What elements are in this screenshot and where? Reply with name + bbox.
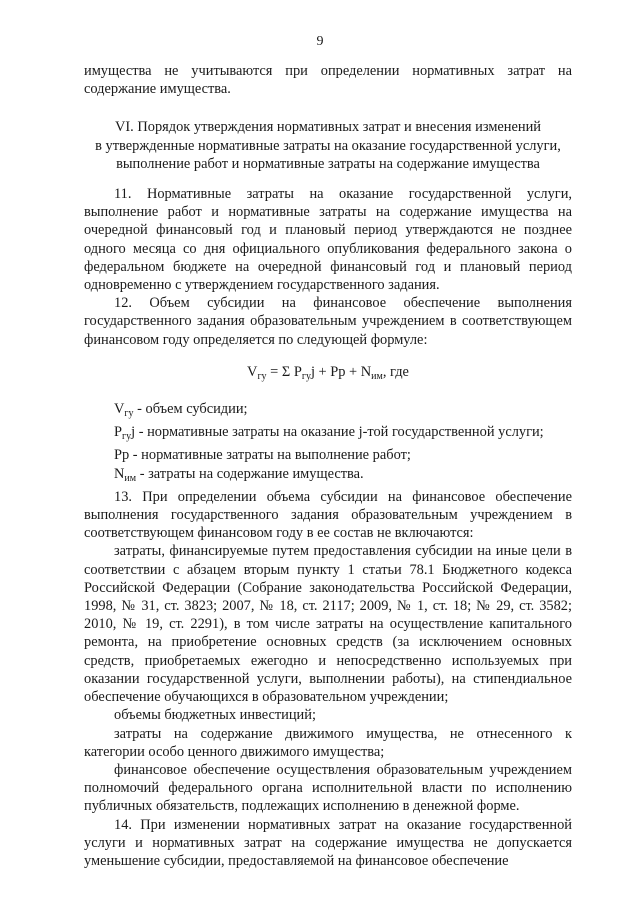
- definition-n-symbol: N: [114, 465, 125, 482]
- formula-sum-p: = Σ P: [266, 363, 302, 380]
- definition-p-symbol: P: [114, 424, 123, 441]
- paragraph-13: 13. При определении объема субсидии на финансовое обеспечение выполнения государственного задания образовательным учреждением в соответствующем финансовом году в ее состав не включаются:: [84, 488, 572, 542]
- page-number: 9: [316, 34, 324, 49]
- formula-n-subscript: им: [371, 370, 383, 382]
- definition-v-symbol: V: [114, 401, 125, 418]
- formula-rest: j + Рр + N: [310, 363, 372, 380]
- section-heading-line-2: в утвержденные нормативные затраты на оказание государственной услуги,: [95, 137, 561, 154]
- section-heading: [84, 118, 572, 173]
- paragraph-13-item-1: затраты, финансируемые путем предоставления субсидии на иные цели в соответствии с абзацем вторым пункту 1 статьи 78.1 Бюджетного кодекса Российской Федерации (Собрание законодательства Российской Федерации, 1998, № 31, ст. 3823; 2007, № 18, ст. 2117; 2009, № 1, ст. 18; № 29, ст. 3582; 2010, № 19, ст. 2291), в том числе затраты на осуществление капитального ремонта, на приобретение основных средств (за исключением основных средств, приобретаемых ежегодно и непосредственно используемых при оказании государственной услуги, выполнении работы), на стипендиальное обеспечение обучающихся в образовательном учреждении;: [84, 543, 572, 706]
- definition-v-subscript: гу: [124, 408, 134, 420]
- paragraph-11: 11. Нормативные затраты на оказание государственной услуги, выполнение работ и нормативные затраты на содержание имущества на очередной финансовый год и плановый период утверждаются не позднее одного месяца со дня официального опубликования федерального закона о федеральном бюджете на очередной финансовый год и плановый период одновременно с утверждением государственного задания.: [84, 186, 572, 294]
- definition-p-text: j - нормативные затраты на оказание j-той государственной услуги;: [131, 424, 544, 441]
- document-body: [84, 62, 572, 870]
- paragraph-14: 14. При изменении нормативных затрат на оказание государственной услуги и нормативных затрат на содержание имущества не допускается уменьшение субсидии, предоставляемой на финансовое обеспечение: [84, 816, 572, 869]
- definition-n-text: - затраты на содержание имущества.: [136, 465, 364, 482]
- definition-p: [84, 423, 572, 446]
- definition-v-text: - объем субсидии;: [133, 401, 248, 418]
- formula-v-subscript: гу: [257, 370, 267, 382]
- formula-v: V: [247, 363, 258, 380]
- definition-n-subscript: им: [124, 472, 137, 484]
- definition-n: [84, 465, 572, 488]
- paragraph-13-item-3: затраты на содержание движимого имущества, не отнесенного к категории особо ценного движимого имущества;: [84, 725, 572, 760]
- subsidy-formula: [84, 363, 572, 386]
- formula-p-subscript: гу: [301, 370, 311, 382]
- paragraph-13-item-2: объемы бюджетных инвестиций;: [114, 707, 316, 724]
- paragraph-12: 12. Объем субсидии на финансовое обеспечение выполнения государственного задания образовательным учреждением в соответствующем финансовом году определяется по следующей формуле:: [84, 295, 572, 348]
- paragraph-continuation: имущества не учитываются при определении нормативных затрат на содержание имущества.: [84, 63, 572, 98]
- paragraph-13-item-4: финансовое обеспечение осуществления образовательным учреждением полномочий федерального органа исполнительной власти по исполнению публичных обязательств, подлежащих исполнению в денежной форме.: [84, 761, 572, 815]
- section-heading-line-1: VI. Порядок утверждения нормативных затрат и внесения изменений: [114, 119, 542, 136]
- formula-tail: , где: [382, 363, 409, 380]
- definition-rp: Рр - нормативные затраты на выполнение работ;: [114, 447, 411, 464]
- section-heading-line-3: выполнение работ и нормативные затраты на содержание имущества: [116, 155, 540, 172]
- definition-p-subscript: гу: [122, 431, 132, 443]
- definition-v: [84, 400, 572, 423]
